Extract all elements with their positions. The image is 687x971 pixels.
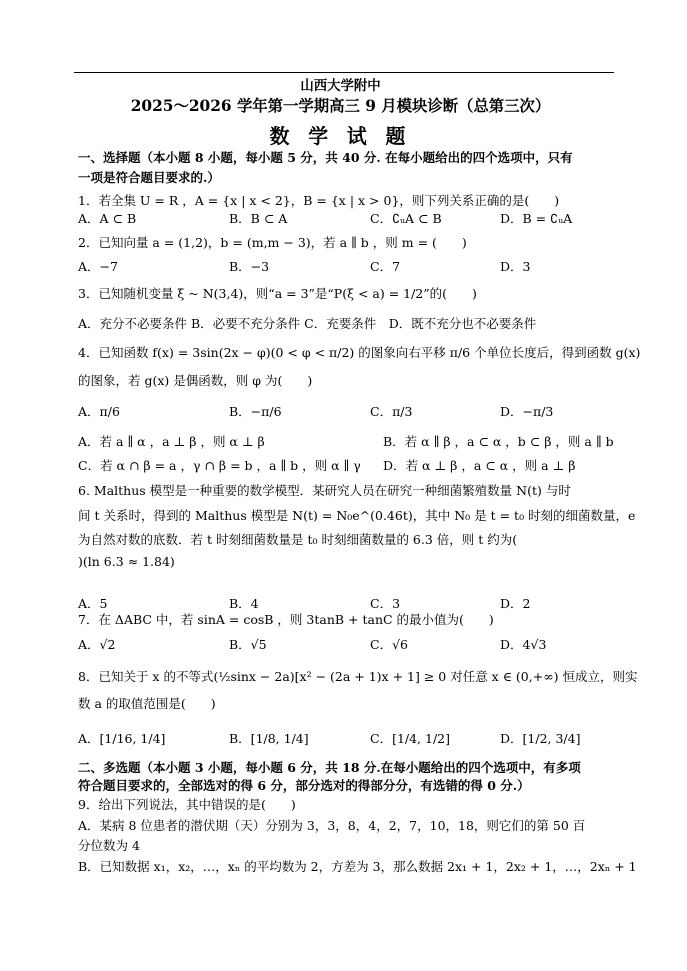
q2-option-c: C．7: [370, 259, 401, 274]
q6-option-b: B．4: [229, 596, 259, 611]
q4-stem: 4．已知函数 f(x) = 3sin(2x − φ)(0 < φ < π/2) 的图象向右平移 π/6 个单位长度后，得到函数 g(x): [78, 345, 641, 360]
q9-option-a: A．某病 8 位患者的潜伏期（天）分别为 3，3，8，4，2，7，10，18，则它们的第 50 百: [78, 818, 586, 833]
q8-option-d: D．[1/2, 3/4]: [500, 731, 581, 746]
q7-option-c: C．√6: [370, 637, 408, 652]
q7-stem: 7．在 ΔABC 中，若 sinA = cosB ，则 3tanB + tanC 的最小值为( ): [78, 612, 494, 627]
exam-title: 2025～2026 学年第一学期高三 9 月模块诊断（总第三次）: [130, 96, 551, 115]
q2-option-b: B．−3: [229, 259, 270, 274]
q5-option-c: C．若 α ∩ β = a ，γ ∩ β = b ，a ∥ b ，则 α ∥ γ: [78, 458, 361, 473]
q3-stem: 3．已知随机变量 ξ ~ N(3,4)，则“a = 3”是“P(ξ < a) = 1/2”的( ): [78, 286, 477, 301]
q2-stem: 2．已知向量 a = (1,2)，b = (m,m − 3)，若 a ∥ b ，则 m = ( ): [78, 235, 467, 250]
q4-option-a: A．π/6: [78, 404, 120, 419]
q2-option-d: D．3: [500, 259, 531, 274]
section1-title-cont: 一项是符合题目要求的.）: [78, 170, 220, 185]
q4-option-d: D．−π/3: [500, 404, 554, 419]
school-name: 山西大学附中: [300, 78, 381, 94]
q5-option-d: D．若 α ⊥ β ，a ⊂ α ，则 a ⊥ β: [383, 458, 576, 473]
q1-stem: 1．若全集 U = R ，A = {x | x < 2}，B = {x | x > 0}，则下列关系正确的是( ): [78, 193, 560, 208]
q2-option-a: A．−7: [78, 259, 118, 274]
section1-title: 一、选择题（本小题 8 小题，每小题 5 分，共 40 分. 在每小题给出的四个选项中，只有: [78, 150, 573, 165]
q6-option-c: C．3: [370, 596, 401, 611]
q8-stem-cont: 数 a 的取值范围是( ): [78, 696, 216, 711]
q4-stem-cont: 的图象，若 g(x) 是偶函数，则 φ 为( ): [78, 373, 313, 388]
header-rule: [74, 72, 614, 73]
q5-option-b: B．若 α ∥ β ，a ⊂ α ，b ⊂ β ，则 a ∥ b: [383, 434, 614, 449]
q5-option-a: A．若 a ∥ α ，a ⊥ β ，则 α ⊥ β: [78, 434, 265, 449]
q1-option-d: D．B = ∁ᵤA: [500, 211, 573, 226]
q4-option-c: C．π/3: [370, 404, 413, 419]
q8-option-a: A．[1/16, 1/4]: [78, 731, 166, 746]
q9-option-a-cont: 分位数为 4: [78, 838, 140, 853]
subject-title: 数 学 试 题: [269, 124, 412, 148]
section2-title-cont: 符合题目要求的，全部选对的得 6 分，部分选对的得部分分，有选错的得 0 分.）: [78, 778, 530, 793]
q1-option-b: B．B ⊂ A: [229, 211, 288, 226]
q6-stem-line2: 间 t 关系时，得到的 Malthus 模型是 N(t) = N₀e^(0.46t)，其中 N₀ 是 t = t₀ 时刻的细菌数量，e: [78, 508, 636, 523]
q1-option-c: C．∁ᵤA ⊂ B: [370, 211, 442, 226]
q9-option-b: B．已知数据 x₁，x₂，…，xₙ 的平均数为 2，方差为 3，那么数据 2x₁ + 1，2x₂ + 1，…，2xₙ + 1: [78, 859, 637, 874]
section2-title: 二、多选题（本小题 3 小题，每小题 6 分，共 18 分.在每小题给出的四个选项中，有多项: [78, 760, 581, 775]
q7-option-d: D．4√3: [500, 637, 547, 652]
q6-option-a: A．5: [78, 596, 108, 611]
q8-option-c: C．[1/4, 1/2]: [370, 731, 450, 746]
q3-options: A．充分不必要条件 B．必要不充分条件 C．充要条件 D．既不充分也不必要条件: [78, 316, 537, 331]
q4-option-b: B．−π/6: [229, 404, 282, 419]
q8-option-b: B．[1/8, 1/4]: [229, 731, 309, 746]
q8-stem: 8．已知关于 x 的不等式(½sinx − 2a)[x² − (2a + 1)x + 1] ≥ 0 对任意 x ∈ (0,+∞) 恒成立，则实: [78, 669, 638, 684]
q6-option-d: D．2: [500, 596, 531, 611]
q1-option-a: A．A ⊂ B: [78, 211, 137, 226]
q7-option-a: A．√2: [78, 637, 116, 652]
q6-stem-line3: 为自然对数的底数．若 t 时刻细菌数量是 t₀ 时刻细菌数量的 6.3 倍，则 t 约为(: [78, 532, 518, 547]
q6-stem-line4: )(ln 6.3 ≈ 1.84): [78, 554, 175, 569]
q7-option-b: B．√5: [229, 637, 267, 652]
q6-stem: 6. Malthus 模型是一种重要的数学模型．某研究人员在研究一种细菌繁殖数量 N(t) 与时: [78, 483, 571, 498]
q9-stem: 9．给出下列说法，其中错误的是( ): [78, 797, 296, 812]
